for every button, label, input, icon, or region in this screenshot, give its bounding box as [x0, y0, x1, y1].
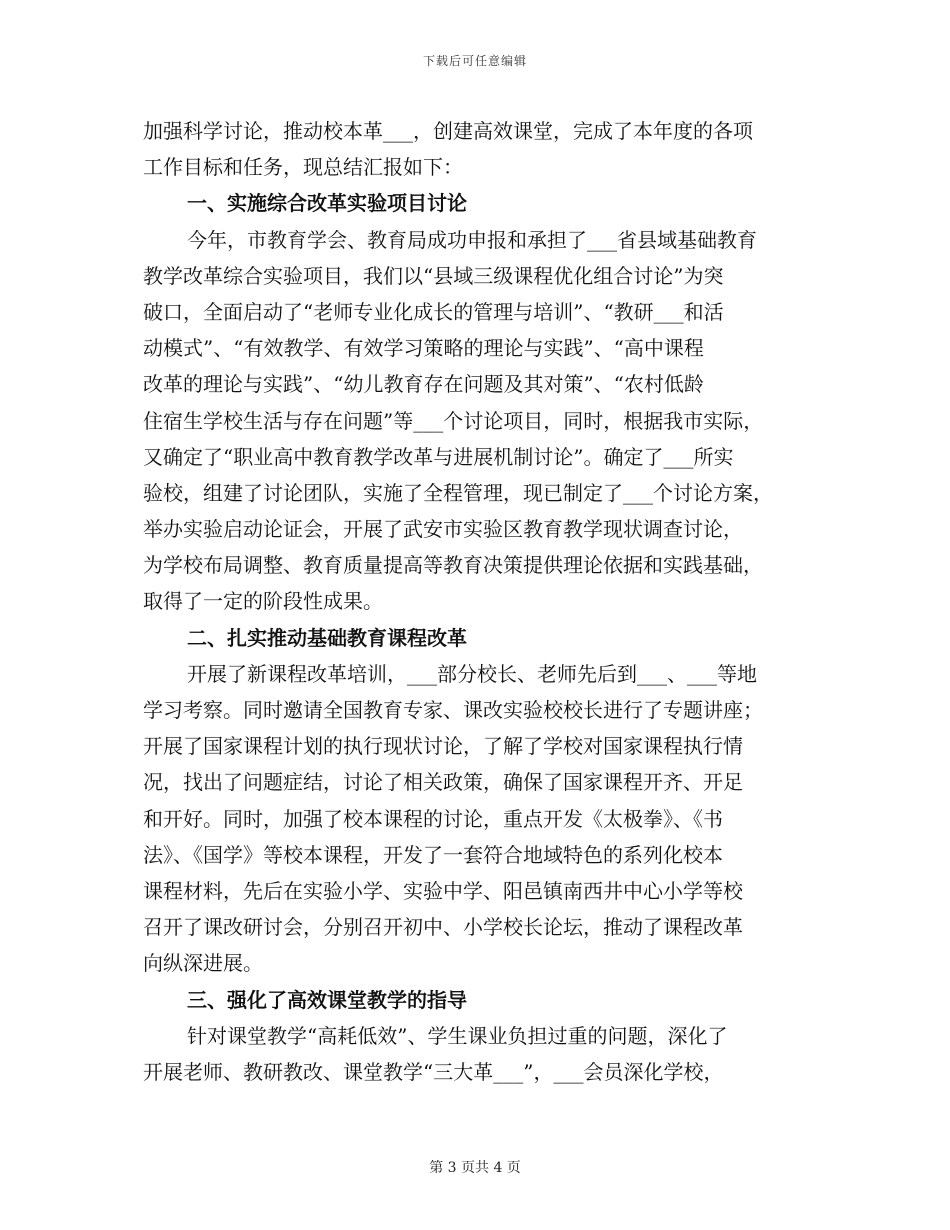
- section-heading-2: 二、扎实推动基础教育课程改革: [187, 625, 467, 650]
- body-line-21: 召开了课改研讨会，分别召开初中、小学校长论坛，推动了课程改革: [143, 915, 743, 940]
- body-line-8: 住宿生学校生活与存在问题”等___个讨论项目，同时，根据我市实际，: [143, 408, 764, 433]
- body-line-9: 又确定了“职业高中教育教学改革与进展机制讨论”。确定了___所实: [143, 444, 734, 469]
- body-line-19: 法》、《国学》等校本课程，开发了一套符合地域特色的系列化校本: [143, 842, 723, 867]
- body-line-15: 学习考察。同时邀请全国教育专家、课改实验校校长进行了专题讲座；: [143, 698, 763, 722]
- body-line-7: 改革的理论与实践”、“幼儿教育存在问题及其对策”、“农村低龄: [143, 372, 704, 397]
- body-line-14: 开展了新课程改革培训，___部分校长、老师先后到___、___等地: [187, 661, 757, 686]
- body-line-10: 验校，组建了讨论团队，实施了全程管理，现已制定了___个讨论方案，: [143, 480, 773, 505]
- body-line-24: 开展老师、教研教改、课堂教学“三大革___”，___会员深化学校，: [143, 1059, 724, 1084]
- body-line-20: 课程材料，先后在实验小学、实验中学、阳邑镇南西井中心小学等校: [143, 878, 743, 903]
- section-heading-1: 一、实施综合改革实验项目讨论: [187, 191, 467, 216]
- body-line-5: 破口，全面启动了“老师专业化成长的管理与培训”、“教研___和活: [143, 299, 724, 324]
- body-line-1: 加强科学讨论，推动校本革___，创建高效课堂，完成了本年度的各项: [143, 119, 753, 143]
- body-line-13: 取得了一定的阶段性成果。: [143, 589, 383, 614]
- body-line-11: 举办实验启动论证会，开展了武安市实验区教育教学现状调查讨论，: [143, 517, 743, 542]
- body-line-17: 况，找出了问题症结，讨论了相关政策，确保了国家课程开齐、开足: [143, 770, 743, 795]
- page-footer: 第 3 页共 4 页: [429, 1160, 521, 1176]
- document-body: [143, 113, 803, 1090]
- body-line-23: 针对课堂教学“高耗低效”、学生课业负担过重的问题，深化了: [187, 1023, 728, 1048]
- body-line-2: 工作目标和任务，现总结汇报如下：: [143, 155, 463, 180]
- section-heading-3: 三、强化了高效课堂教学的指导: [187, 987, 467, 1012]
- body-line-18: 和开好。同时，加强了校本课程的讨论，重点开发《太极拳》、《书: [143, 806, 723, 831]
- page-header: 下载后可任意编辑: [422, 54, 527, 68]
- body-line-6: 动模式”、“有效教学、有效学习策略的理论与实践”、“高中课程: [143, 336, 704, 361]
- body-line-16: 开展了国家课程计划的执行现状讨论，了解了学校对国家课程执行情: [143, 734, 743, 759]
- body-line-4: 教学改革综合实验项目，我们以“县域三级课程优化组合讨论”为突: [143, 263, 724, 288]
- body-line-22: 向纵深进展。: [143, 951, 263, 976]
- body-line-12: 为学校布局调整、教育质量提高等教育决策提供理论依据和实践基础，: [143, 553, 763, 578]
- body-line-3: 今年，市教育学会、教育局成功申报和承担了___省县域基础教育: [187, 227, 757, 252]
